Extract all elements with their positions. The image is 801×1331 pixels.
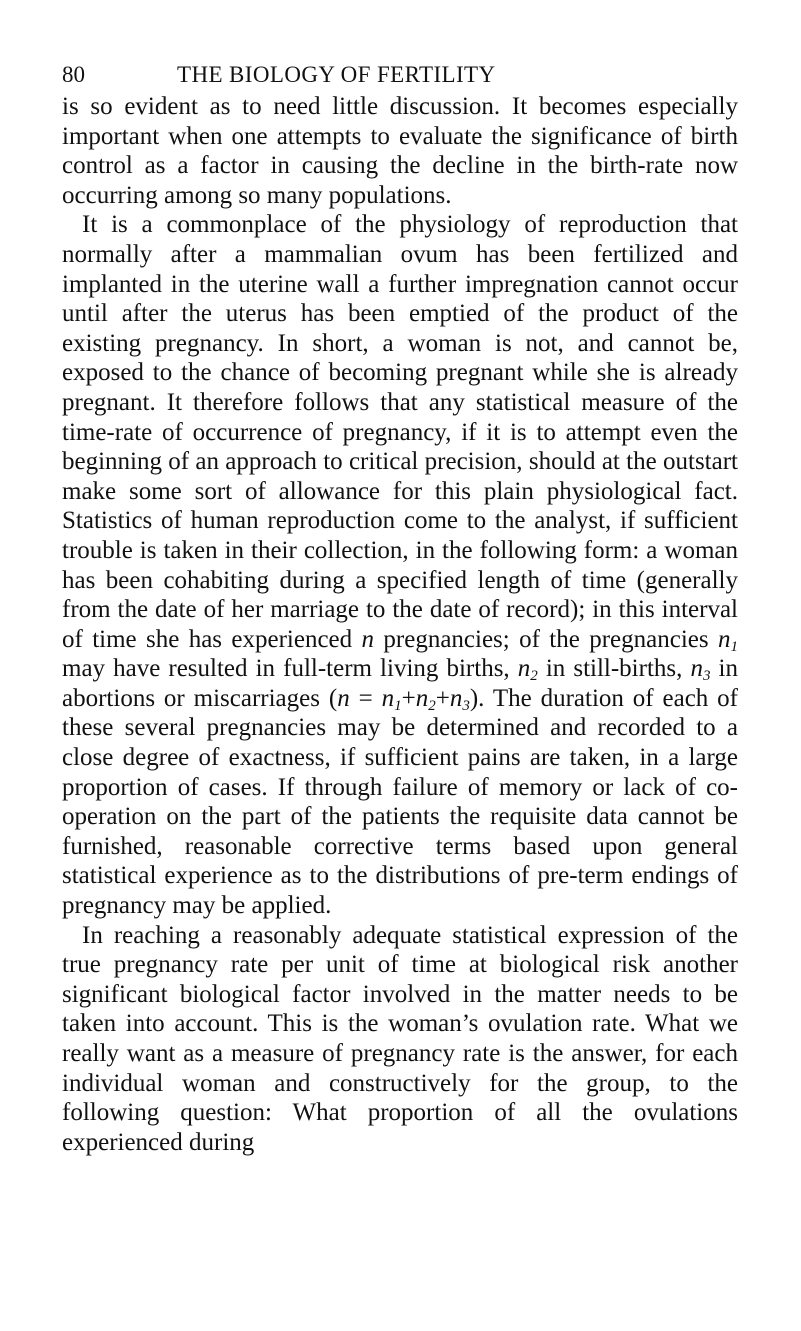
paragraph-2: It is a commonplace of the physiology of reproduction that normally after a mammalian ovum has been fertilized and implanted in the uterine wall a further impregnation cannot occur until after the uterus has been emptied of the product of the existing pregnancy. In short, a woman is not, and cannot be, exposed to the chance of becoming pregnant while she is already pregnant. It therefore follows that any statistical measure of the time-rate of occurrence of pregnancy, if it is to attempt even the beginning of an approach to critical precision, should at the outstart make some sort of allowance for this plain physiological fact. Statistics of human reproduction come to the analyst, if sufficient trouble is taken in their collection, in the following form: a woman has been cohabiting during a specified length of time (generally from the date of her marriage to the date of record); in this interval of time she has experienced n pregnancies; of the pregnancies $n_1$ may have resulted in full-term living births, $n_2$ in still-births, $n_3$ in abortions or miscarriages $(n = n_1+n_2+n_3)$. The duration of each of these several pregnancies may be determined and recorded to a close degree of exactness, if sufficient pains are taken, in a large proportion of cases. If through failure of memory or lack of co-operation on the part of the patients the requisite data cannot be furnished, reasonable corrective terms based upon general statistical experience as to the distributions of pre-term endings of pregnancy may be applied. [62, 211, 739, 920]
page-number: 80 [62, 62, 85, 87]
paragraph-1: is so evident as to need little discussion. It becomes especially important when one attempts to evaluate the significance of birth control as a factor in causing the decline in the birth-rate now occurring among so many populations. [62, 93, 738, 209]
page-header [62, 62, 738, 88]
paragraph-3: In reaching a reasonably adequate statistical expression of the true pregnancy rate per unit of time at biological risk another significant biological factor involved in the matter needs to be taken into account. This is the woman’s ovulation rate. What we really want as a measure of pregnancy rate is the answer, for each individual woman and constructively for the group, to the following question: What proportion of all the ovulations experienced during [62, 921, 738, 1156]
running-title: THE BIOLOGY OF FERTILITY [177, 62, 496, 87]
body-text [62, 92, 738, 1157]
